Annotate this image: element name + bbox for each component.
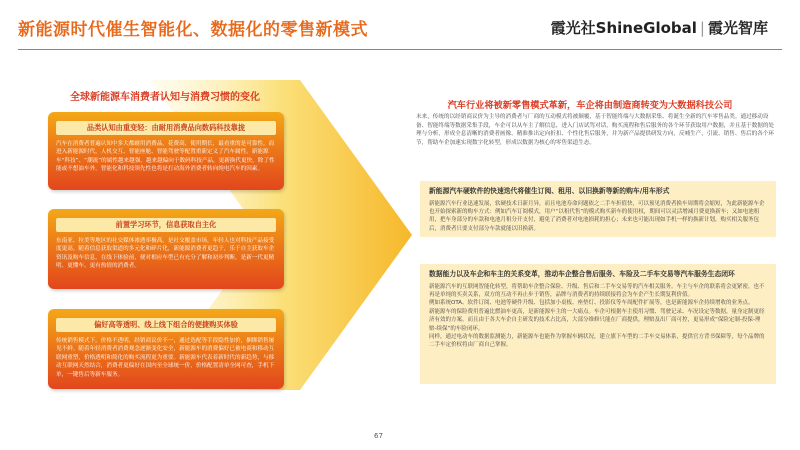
card-heading: 偏好高等透明、线上线下组合的便捷购买体验 bbox=[56, 318, 276, 332]
box-heading: 新能源汽车硬软件的快速迭代将催生订阅、租用、以旧换新等新的购车/用车形式 bbox=[429, 187, 670, 195]
consumer-card-learning bbox=[48, 209, 284, 289]
brand-english: 霞光社ShineGlobal bbox=[550, 19, 697, 37]
right-intro-paragraph: 未来，传统的以经销商议价为主导的消费者与厂商的互动模式将被颠覆，基于智能终端与大数据采集、将诞生全新的汽车零售品类。通过移动设备、智能终端等数据采集手段，车企可以从车主了解信息，进入门店试驾对话，购买流程和售后服务的各个环节获取用户数据，并且基于数据的处理与分析，形成全息清晰的消费者画像，精准推出定向折扣、个性化售后服务，并为新产品提供研发方向，反哺生产，引流、销售、售后的各个环节，帮助车企加速实现数字化转型，形成以数据为核心的零售渠道生态。 bbox=[416, 114, 775, 146]
card-body: 汽车在消费者普遍认知中多大都耐用消费品，花费高，使用期长，最看重的是可靠性。而进入新能源时代，人机交互、智能座舱、智能驾驶等配置重新定义了汽车属性。新能源车“科技”、“潮流”的属性越来越强，越来越偏向于数码科技产品，更新换代更快，除了性能或不想油车外，智能化和科技领先性也将是打动海外消费者转向纯电汽车的因素。 bbox=[56, 141, 275, 173]
page-number: 67 bbox=[374, 432, 383, 440]
box-body: 新能源汽车行业迅速发展，软硬技术日新月异，而且电池寿命问题依之二手车折值快，可以预见消费者换车周期将会缩短，为此新能源车企也开始探索新的购车方式：例如汽车订阅模式，用户“以租代售”的模式购买新车的使用权，期间可以灵活增减月费更换新车；又如电池租用，把车身部分的车款和电池月租分开支付，避免了消费者对电池损耗的担心；未来也可能出现如手机一样的换新计划，购买相关服务包后，消费者只要支付部分车款就能以旧换新。 bbox=[429, 200, 765, 232]
consumer-card-category bbox=[48, 112, 284, 190]
card-heading: 前置学习环节，信息获取自主化 bbox=[56, 218, 276, 232]
card-body: 传统销售模式下，价格不透明，经销商议价不一，通过选配等手段隐性加价，捆绑销售屡见不鲜。随着年轻消费者消费观念逐渐变化安全，新能源车的消费偏好已被电商和移动互联网重塑，价格透明和简化的购买流程更为重要。新能源车代表着新时代的新趋势，与移动互联网天然结合，消费者更偏好在国内至全球统一价，价格配置清单全网可查，手机下单，一键售后等新车服务。 bbox=[56, 338, 275, 378]
card-heading: 品类认知由重变轻：由耐用消费品向数码科技靠拢 bbox=[56, 121, 276, 135]
right-section-title: 汽车行业将被新零售模式革新，车企将由制造商转变为大数据科技公司 bbox=[447, 100, 733, 111]
service-ecosystem-box bbox=[420, 264, 776, 384]
box-heading: 数据能力以及车企和车主的关系变革，推动车企整合售后服务、车险及二手车交易等汽车服务生态闭环 bbox=[429, 270, 735, 278]
page-title: 新能源时代催生智能化、数据化的零售新模式 bbox=[18, 20, 368, 40]
brand-separator: | bbox=[699, 19, 705, 37]
brand-logo bbox=[551, 17, 768, 38]
subscription-model-box bbox=[420, 181, 776, 237]
brand-chinese: 霞光智库 bbox=[707, 19, 768, 37]
left-section-title: 全球新能源车消费者认知与消费习惯的变化 bbox=[70, 92, 260, 103]
consumer-card-purchase bbox=[48, 309, 284, 389]
box-body: 新能源汽车的互联网智能化转型，将帮助车企整合保险、升级、售后和二手车交易等的汽车相关服务。车主与车企的联系将会更紧密，也不再是单纯的买卖关系，双方的互动不再止步于销售，品牌与消费者的持续联接将会为车企产生长期复利价值。 例如系统OTA、软件订阅、电池等硬件升级、包括加小桌板、座垫灯、投影仪等车周配件扩展等，也是新能源车企持续增收的业务点。 新能源车的保险费用普遍比燃油车更高，是新能源车主的一大痛点。车企可根据车主使用习惯、驾驶记录、车况设定等数据，量身定制更经济有效的方案。而且由于各大车企自主研发的技术占比高，大部分维修只能在厂商提供，理赔及出厂商可控，更易形成“保险定制-投保-理赔-续保”的车险闭环。 同样，通过电动车的数据监测能力，新能源车也能作为掌握车辆状况，建立旗下车型的二手车交易体系，提供官方背书保障等，每个品牌的二手车定价权将由厂商自己掌握。 bbox=[429, 283, 765, 349]
title-divider bbox=[18, 49, 782, 50]
card-body: 东南亚、拉美等地区的社交媒体渗透率极高，是社交覆盖市场，年轻人也对科技产品接受度更高。随着信息获取渠道的多元化和碎片化，新能源消费者更趋于，乐于自主获取车企资讯及购车信息，在线下体验前，便对相应车型已有充分了解和初步判断，是新一代更精明、更懂车、更有热情的消费者。 bbox=[56, 238, 275, 270]
